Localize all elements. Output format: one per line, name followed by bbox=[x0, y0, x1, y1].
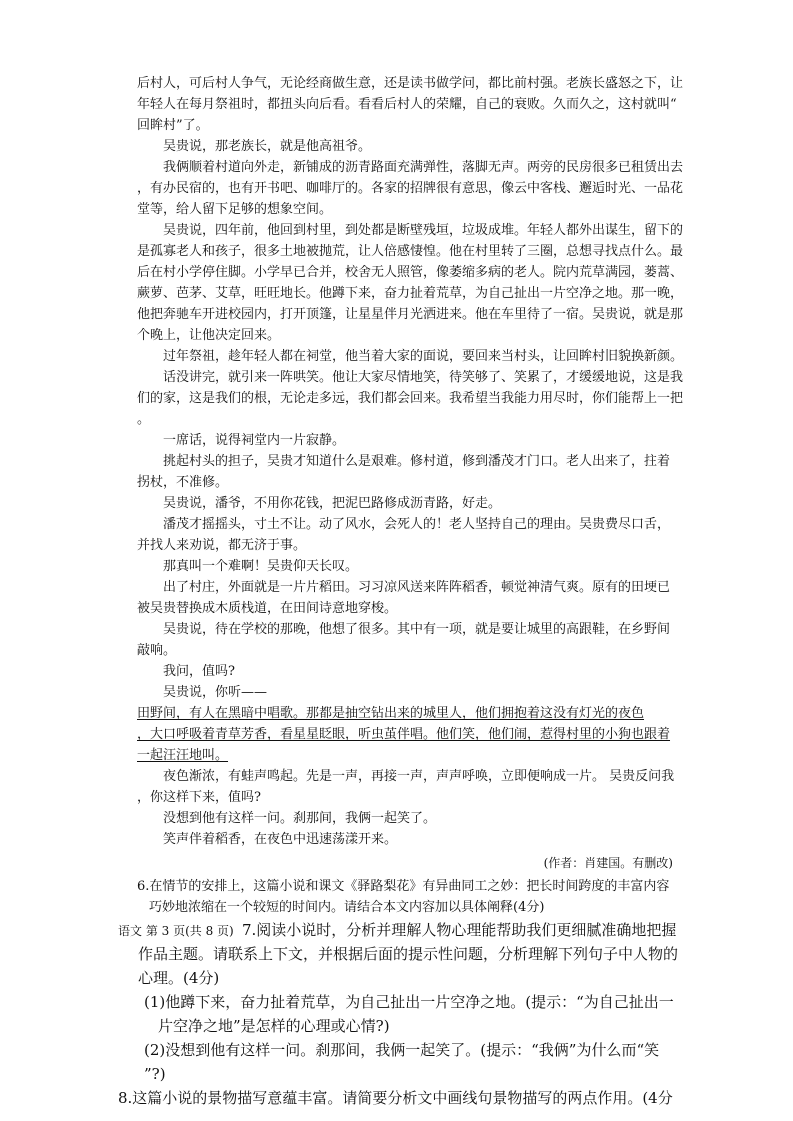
story-line: 吴贵说，那老族长，就是他高祖爷。 bbox=[163, 139, 372, 154]
story-line: 。 bbox=[137, 412, 151, 427]
question-7-cont: 心理。(4分) bbox=[138, 969, 220, 987]
story-line: 后村人，可后村人争气，无论经商做生意，还是读书做学问，都比前村强。老族长盛怒之下，让 bbox=[137, 76, 684, 91]
question-7: 7.阅读小说时，分析并理解人物心理能帮助我们更细腻准确地把握 bbox=[242, 921, 677, 939]
question-6: 6.在情节的安排上，这篇小说和课文《驿路梨花》有异曲同工之妙：把长时间跨度的丰富内容 bbox=[137, 879, 670, 894]
story-line: 一席话，说得祠堂内一片寂静。 bbox=[163, 433, 346, 448]
story-line: 话没讲完，就引来一阵哄笑。他让大家尽情地笑，待笑够了、笑累了，才缓缓地说，这是我 bbox=[163, 370, 684, 385]
story-line: 并找人来劝说，都无济于事。 bbox=[137, 538, 307, 553]
story-line: 出了村庄，外面就是一片片稻田。习习凉风送来阵阵稻香，顿觉神清气爽。原有的田埂已 bbox=[163, 580, 671, 595]
question-8: 8.这篇小说的景物描写意蕴丰富。请简要分析文中画线句景物描写的两点作用。(4分 bbox=[118, 1089, 673, 1107]
underlined-story-line: ，大口呼吸着青草芳香，看星星眨眼，听虫茧伴唱。他们笑，他们闹，惹得村里的小狗也跟着 bbox=[137, 727, 671, 742]
story-line: 回眸村”了。 bbox=[137, 118, 209, 133]
story-line: 我问，值吗? bbox=[163, 664, 235, 679]
story-line: 吴贵说，潘爷，不用你花钱，把泥巴路修成沥青路，好走。 bbox=[163, 496, 502, 511]
story-line: 没想到他有这样一问。刹那间，我俩一起笑了。 bbox=[163, 811, 437, 826]
question-6-cont: 巧妙地浓缩在一个较短的时间内。请结合本文内容加以具体阐释(4分) bbox=[149, 900, 545, 915]
story-line: 拐杖，不准修。 bbox=[137, 475, 229, 490]
page-number-label: 语文 第 3 页(共 8 页) bbox=[118, 924, 234, 938]
story-line: 吴贵说，四年前，他回到村里，到处都是断壁残垣，垃圾成堆。年轻人都外出谋生，留下的 bbox=[163, 223, 684, 238]
question-7-part-1-cont: 片空净之地”是怎样的心理或心情?) bbox=[158, 1017, 390, 1035]
story-line: 堂等，给人留下足够的想象空间。 bbox=[137, 202, 333, 217]
story-line: 后在村小学停住脚。小学早已合并，校舍无人照管，像萎缩多病的老人。院内荒草满园，蒌蒿、 bbox=[137, 265, 684, 280]
story-line: 个晚上，让他决定回来。 bbox=[137, 328, 281, 343]
story-line: 们的家，这是我们的根，无论走多远，我们都会回来。我希望当我能力用尽时，你们能帮上一把 bbox=[137, 391, 684, 406]
author-credit: (作者：肖建国。有删改) bbox=[543, 856, 673, 870]
question-7-part-1: (1)他蹲下来，奋力扯着荒草，为自己扯出一片空净之地。(提示：“为自己扯出一 bbox=[144, 993, 674, 1011]
story-line: 过年祭祖，趁年轻人都在祠堂，他当着大家的面说，要回来当村头，让回眸村旧貌换新颜。 bbox=[163, 349, 684, 364]
underlined-story-line: 一起汪汪地叫。 bbox=[137, 748, 229, 763]
story-line: 敲响。 bbox=[137, 643, 177, 658]
underlined-story-line: 田野间，有人在黑暗中唱歌。那都是抽空钻出来的城里人，他们拥抱着这没有灯光的夜色 bbox=[137, 706, 645, 721]
story-line: 挑起村头的担子，吴贵才知道什么是艰难。修村道，修到潘茂才门口。老人出来了，拄着 bbox=[163, 454, 671, 469]
story-line: ，你这样下来，值吗? bbox=[137, 790, 261, 805]
story-line: 我俩顺着村道向外走，新铺成的沥青路面充满弹性，落脚无声。两旁的民房很多已租赁出去 bbox=[163, 160, 684, 175]
story-line: 吴贵说，待在学校的那晚，他想了很多。其中有一项，就是要让城里的高跟鞋，在乡野间 bbox=[163, 622, 671, 637]
story-line: 潘茂才摇摇头，寸土不让。动了风水，会死人的！老人坚持自己的理由。吴贵费尽口舌， bbox=[163, 517, 671, 532]
story-line: 是孤寡老人和孩子，很多土地被抛荒，让人倍感悽惶。他在村里转了三圈，总想寻找点什么。最 bbox=[137, 244, 684, 259]
story-line: 年轻人在每月祭祖时，都扭头向后看。看看后村人的荣耀，自己的衰败。久而久之，这村就叫“ bbox=[137, 97, 677, 112]
story-line: 被吴贵替换成木质栈道，在田间诗意地穿梭。 bbox=[137, 601, 398, 616]
story-line: 夜色渐浓，有蛙声鸣起。先是一声，再接一声，声声呼唤，立即便响成一片。 吴贵反问我 bbox=[163, 769, 675, 784]
question-7-part-2-cont: ”?) bbox=[144, 1065, 166, 1083]
story-line: ，有办民宿的，也有开书吧、咖啡厅的。各家的招牌很有意思，像云中客栈、邂逅时光、一品花 bbox=[137, 181, 684, 196]
question-7-part-2: (2)没想到他有这样一问。刹那间，我俩一起笑了。(提示：“我俩”为什么而“笑 bbox=[144, 1041, 660, 1059]
story-line: 吴贵说，你听—— bbox=[163, 685, 268, 700]
story-line: 他把奔驰车开进校园内，打开顶篷，让星星伴月光洒进来。他在车里待了一宿。吴贵说，就是那 bbox=[137, 307, 684, 322]
story-line: 蕨萝、芭茅、艾草，旺旺地长。他蹲下来，奋力扯着荒草，为自己扯出一片空净之地。那一晚， bbox=[137, 286, 684, 301]
story-line: 那真叫一个难啊！吴贵仰天长叹。 bbox=[163, 559, 359, 574]
question-7-cont: 作品主题。请联系上下文，并根据后面的提示性问题，分析理解下列句子中人物的 bbox=[138, 945, 679, 963]
story-line: 笑声伴着稻香，在夜色中迅速荡漾开来。 bbox=[163, 832, 398, 847]
